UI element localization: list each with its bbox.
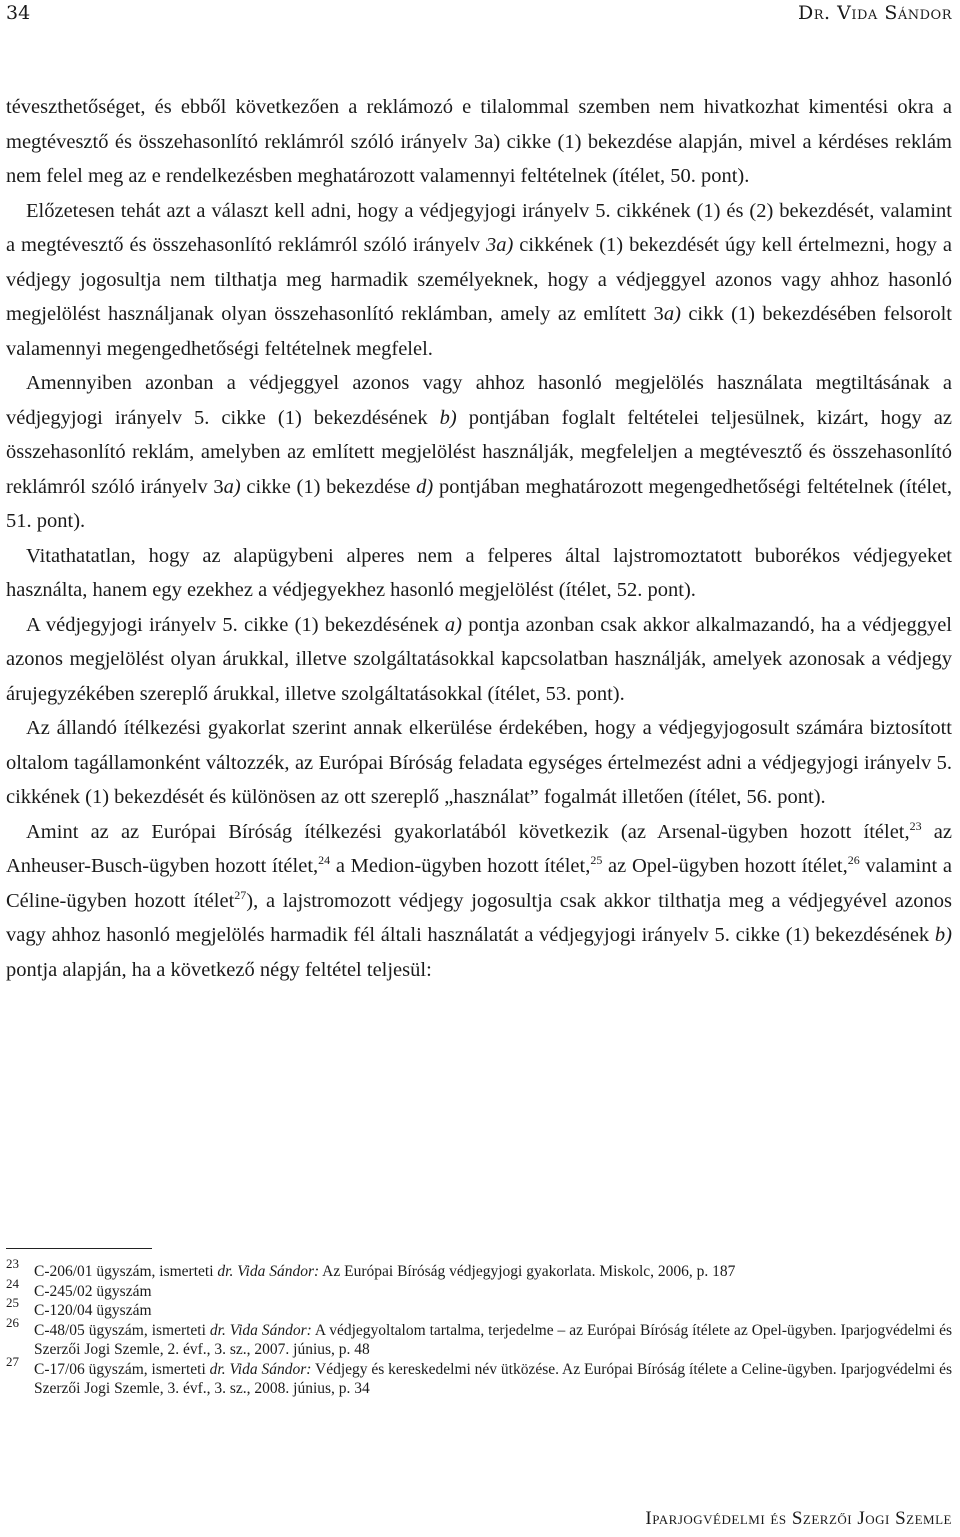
footnote-text: C-48/05 ügyszám, ismerteti <box>34 1321 210 1339</box>
paragraph-5 <box>6 608 952 712</box>
footnote-number: 27 <box>6 1353 19 1369</box>
footnote-text-rest: Védjegy és kereskedelmi név ütközése. Az Európai Bíróság ítélete a Celine-ügyben. Iparjogvédelmi és Szerzői Jogi Szemle, 3. évf., 3. sz., 2008. június, p. 34 <box>34 1360 953 1397</box>
paragraph-2 <box>6 194 952 367</box>
footnote-number: 25 <box>6 1295 19 1310</box>
p3-text-a: Amennyiben azonban a védjeggyel azonos vagy ahhoz hasonló megjelölés használata megtiltásának a védjegyjogi irányelv 5. cikke (1) bekezdésének <box>6 372 952 429</box>
footnote-ref-25[interactable]: 25 <box>590 853 603 867</box>
p2-text-a: Előzetesen tehát azt a választ kell adni, hogy a védjegyjogi irányelv 5. cikkének (1) és (2) bekezdését, valamint a megtévesztő és összehasonlító reklámról szóló irányelv <box>6 199 952 256</box>
footnote-27 <box>6 1353 953 1399</box>
footnote-23 <box>6 1256 952 1282</box>
p2-italic-1: 3a) <box>486 234 514 256</box>
footnote-number: 23 <box>6 1256 19 1271</box>
p5-italic-1: a) <box>444 613 462 636</box>
footnote-text: C-206/01 ügyszám, ismerteti <box>34 1263 218 1280</box>
p7-text-c: a Medion-ügyben hozott ítélet, <box>330 855 591 877</box>
body-text <box>6 90 952 987</box>
footnote-text: C-245/02 ügyszám <box>34 1282 152 1300</box>
footnote-author: dr. Vida Sándor: <box>217 1263 320 1280</box>
journal-footer: Iparjogvédelmi és Szerzői Jogi Szemle <box>645 1508 952 1529</box>
p7-text-b: az Anheuser-Busch-ügyben hozott ítélet, <box>6 820 952 877</box>
p7-text-d: az Opel-ügyben hozott ítélet, <box>602 855 848 877</box>
footnote-24 <box>6 1275 952 1302</box>
footnote-ref-26[interactable]: 26 <box>847 853 860 867</box>
p5-text-b: pontja azonban csak akkor alkalmazandó, ha a védjeggyel azonos megjelölést olyan árukkal, illetve szolgáltatásokkal kapcsolatban használják, amelyek azonosak a védjegy árujegyzékében szereplő árukkal, illetve szolgáltatásokkal (ítélet, 53. pont). <box>6 613 952 705</box>
p2-text-c: cikk (1) bekezdésében felsorolt valamennyi megengedhetőségi feltételnek megfelel. <box>6 303 952 360</box>
p7-text-f: ), a lajstromozott védjegy jogosultja csak akkor tilthatja meg a védjegyével azonos vagy ahhoz hasonló megjelölés harmadik fél általi használatát a védjegyjogi irányelv 5. cikke (1) bekezdésének <box>6 889 952 946</box>
footnote-separator <box>6 1248 152 1249</box>
p7-text-e: valamint a Céline-ügyben hozott ítélet <box>6 855 952 912</box>
footnote-ref-23[interactable]: 23 <box>909 818 922 833</box>
paragraph-7 <box>6 815 952 988</box>
paragraph-1: téveszthetőséget, és ebből következően a reklámozó e tilalommal szemben nem hivatkozhat kimentési okra a megtévesztő és összehasonlító reklámról szóló irányelv 3a) cikke (1) bekezdése alapján, mivel a kérdéses reklám nem felel meg az e rendelkezésben meghatározott valamennyi feltételnek (ítélet, 50. pont). <box>6 96 952 187</box>
p2-text-b: cikkének (1) bekezdését úgy kell értelmezni, hogy a védjegy jogosultja nem tilthatja meg harmadik személyeknek, hogy a védjeggyel azonos vagy ahhoz hasonló megjelölést használjanak olyan összehasonlító reklámban, amely az említett 3 <box>6 234 952 325</box>
footnote-author: dr. Vida Sándor: <box>209 1321 312 1339</box>
paragraph-6: Az állandó ítélkezési gyakorlat szerint annak elkerülése érdekében, hogy a védjegyjogosult számára biztosított oltalom tagállamonként változzék, az Európai Bíróság feladata egységes értelmezést adni a védjegyjogi irányelv 5. cikkének (1) bekezdését és különösen az ott szereplő „használat” fogalmát illetően (ítélet, 56. pont). <box>6 717 952 808</box>
footnote-25 <box>6 1295 952 1321</box>
footnote-ref-27[interactable]: 27 <box>234 887 247 902</box>
p3-text-d: pontjában meghatározott megengedhetőségi feltételnek (ítélet, 51. pont). <box>6 475 952 532</box>
p3-italic-1: b) <box>439 406 457 429</box>
p3-text-b: pontjában foglalt feltételei teljesülnek, kizárt, hogy az összehasonlító reklám, amelyben az említett megjelölést használják, megfeleljen a megtévesztő és összehasonlító reklámról szóló irányelv 3 <box>6 406 952 498</box>
p3-italic-3: d) <box>416 475 434 498</box>
footnote-text-rest: A védjegyoltalom tartalma, terjedelme – az Európai Bíróság ítélete az Opel-ügyben. Iparjogvédelmi és Szerzői Jogi Szemle, 2. évf., 3. sz., 2007. június, p. 48 <box>34 1321 952 1358</box>
p7-italic-1: b) <box>934 924 952 946</box>
p3-text-c: cikke (1) bekezdése <box>240 475 417 498</box>
footnotes <box>6 1256 953 1399</box>
footnote-text-rest: Az Európai Bíróság védjegyjogi gyakorlata. Miskolc, 2006, p. 187 <box>319 1263 736 1280</box>
page-number: 34 <box>6 2 31 24</box>
footnote-number: 26 <box>6 1314 19 1330</box>
footnote-26 <box>6 1314 952 1360</box>
p2-italic-2: a) <box>663 303 681 325</box>
footnote-text: C-17/06 ügyszám, ismerteti <box>34 1360 210 1378</box>
running-head: Dr. Vida Sándor <box>798 2 952 24</box>
footnote-text: C-120/04 ügyszám <box>34 1302 152 1319</box>
p5-text-a: A védjegyjogi irányelv 5. cikke (1) bekezdésének <box>26 613 445 636</box>
footnote-author: dr. Vida Sándor: <box>209 1360 312 1378</box>
p7-text-g: pontja alapján, ha a következő négy feltétel teljesül: <box>6 958 432 981</box>
footnote-ref-24[interactable]: 24 <box>318 853 331 867</box>
p7-text-a: Amint az az Európai Bíróság ítélkezési gyakorlatából következik (az Arsenal-ügyben hozott ítélet, <box>26 820 910 843</box>
p3-italic-2: a) <box>223 475 241 498</box>
paragraph-4: Vitathatatlan, hogy az alapügybeni alperes nem a felperes által lajstromoztatott buborékos védjegyeket használta, hanem egy ezekhez a védjegyekhez hasonló megjelölést (ítélet, 52. pont). <box>6 544 952 601</box>
paragraph-3 <box>6 366 952 539</box>
footnote-number: 24 <box>6 1275 19 1291</box>
